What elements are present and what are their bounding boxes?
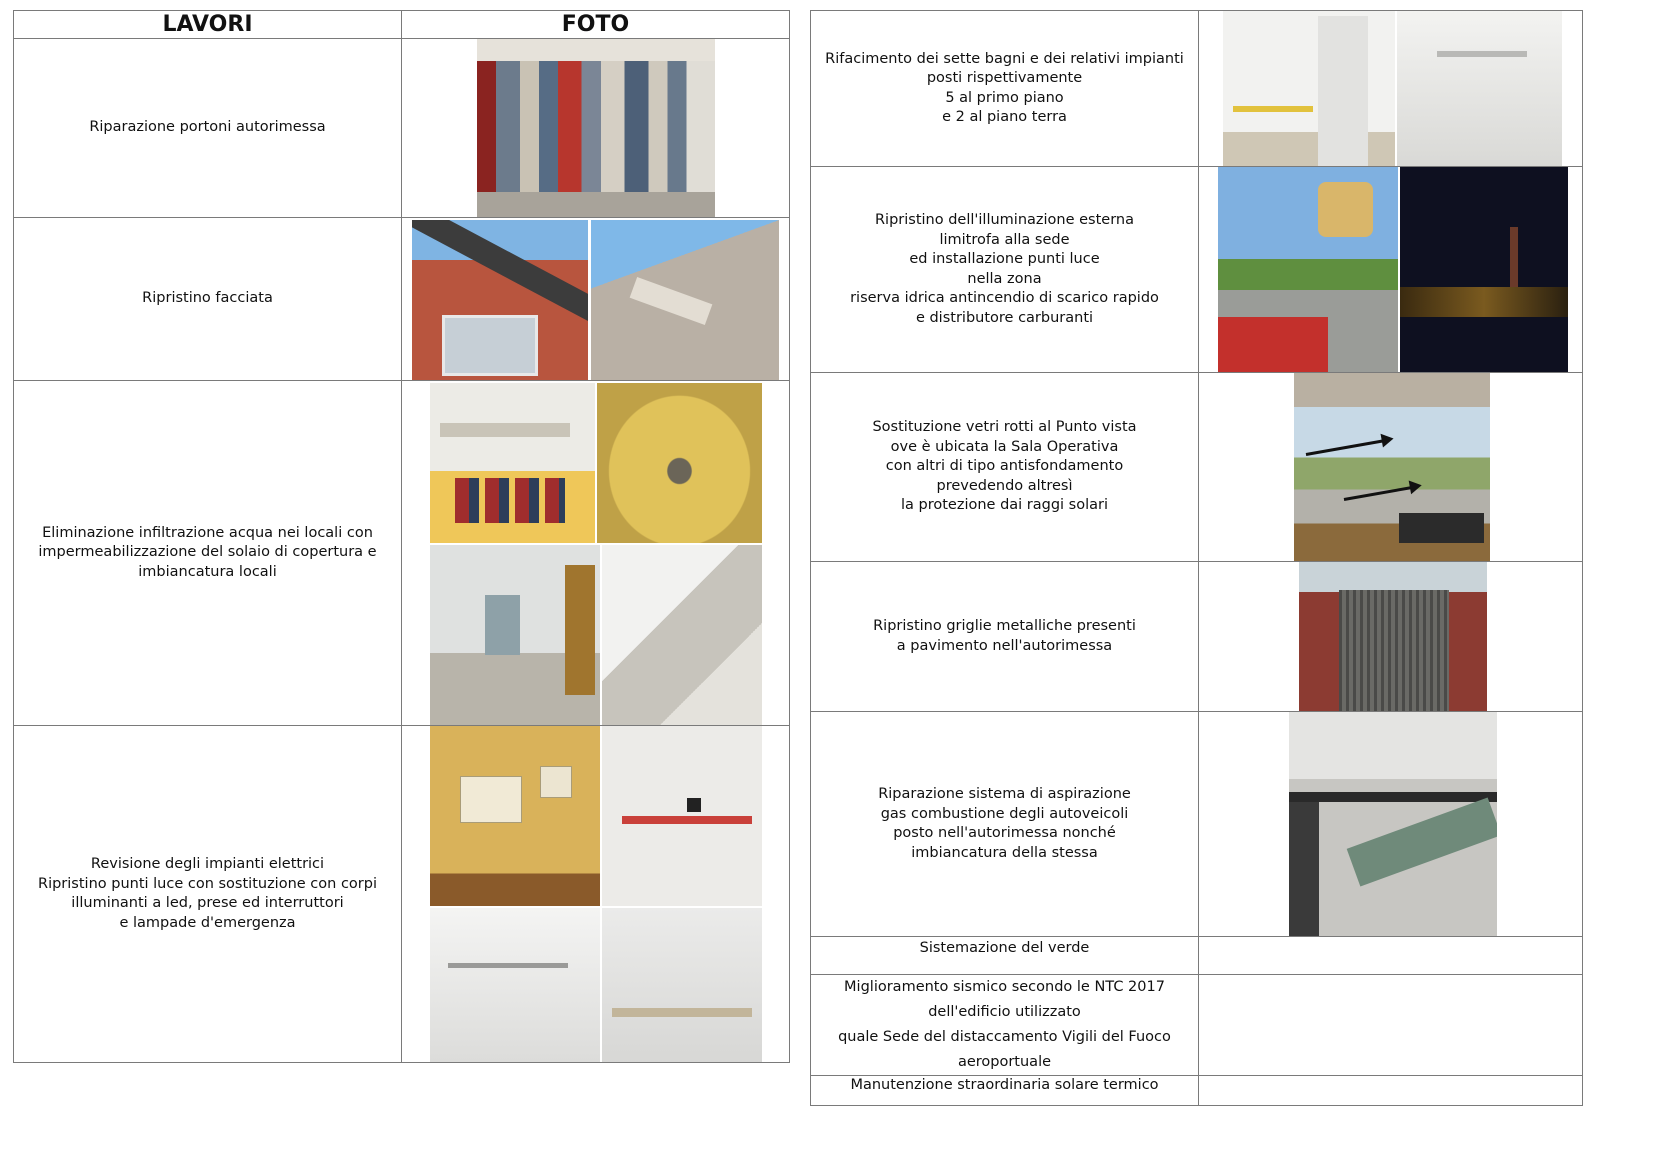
photo-cell	[1199, 712, 1583, 937]
photo-cell	[402, 39, 790, 218]
corridor-photo	[430, 545, 600, 725]
work-description: Riparazione sistema di aspirazione gas combustione degli autoveicoli posto nell'autorimessa nonché imbiancatura della stessa	[811, 712, 1199, 937]
photo-cell	[1199, 167, 1583, 373]
water-tank-photo	[1218, 167, 1398, 372]
work-description: Sostituzione vetri rotti al Punto vista ove è ubicata la Sala Operativa con altri di tipo antisfondamento prevedendo altresì la protezione dai raggi solari	[811, 373, 1199, 562]
garage-doors-photo	[477, 39, 715, 218]
work-description: Ripristino dell'illuminazione esterna limitrofa alla sede ed installazione punti luce nella zona riserva idrica antincendio di scarico rapido e distributore carburanti	[811, 167, 1199, 373]
bathroom-photo	[1223, 11, 1395, 166]
work-description: Eliminazione infiltrazione acqua nei locali con impermeabilizzazione del solaio di copertura e imbiancatura locali	[14, 381, 402, 726]
corridor-yellow-photo	[597, 383, 762, 543]
work-description: Ripristino facciata	[14, 218, 402, 381]
work-description: Manutenzione straordinaria solare termico	[811, 1076, 1199, 1106]
exhaust-system-photo	[1289, 712, 1497, 936]
photo-cell	[1199, 562, 1583, 712]
wall-light-photo	[602, 908, 762, 1063]
ceiling-light-photo	[430, 908, 600, 1063]
photo-cell	[1199, 1076, 1583, 1106]
floor-grate-photo	[1299, 562, 1487, 711]
photo-cell	[402, 381, 790, 726]
arrow-icon	[1344, 485, 1418, 501]
wall-socket-photo	[602, 726, 762, 906]
work-description: Revisione degli impianti elettrici Ripristino punti luce con sostituzione con corpi illuminanti a led, prese ed interruttori e lampade d'emergenza	[14, 726, 402, 1063]
photo-cell	[402, 218, 790, 381]
photo-cell	[1199, 373, 1583, 562]
photo-cell	[1199, 937, 1583, 975]
electrical-box-photo	[430, 726, 600, 906]
right-works-table	[810, 10, 1583, 1106]
photo-cell	[1199, 975, 1583, 1076]
works-header: LAVORI	[14, 11, 402, 39]
photo-cell	[1199, 11, 1583, 167]
arrow-icon	[1306, 438, 1390, 456]
work-description: Rifacimento dei sette bagni e dei relativi impianti posti rispettivamente 5 al primo piano e 2 al piano terra	[811, 11, 1199, 167]
bathroom-ceiling-photo	[1397, 11, 1562, 166]
ceiling-stain-photo	[430, 383, 595, 543]
work-description: Ripristino griglie metalliche presenti a pavimento nell'autorimessa	[811, 562, 1199, 712]
left-works-table	[13, 10, 790, 1063]
photo-cell	[402, 726, 790, 1063]
work-description: Sistemazione del verde	[811, 937, 1199, 975]
facade-photo	[412, 220, 588, 380]
photos-header: FOTO	[402, 11, 790, 39]
facade-damage-photo	[591, 220, 779, 380]
night-lighting-photo	[1400, 167, 1568, 372]
work-description: Riparazione portoni autorimessa	[14, 39, 402, 218]
work-description: Miglioramento sismico secondo le NTC 2017 dell'edificio utilizzato quale Sede del distaccamento Vigili del Fuoco aeroportuale	[811, 975, 1199, 1076]
window-view-photo	[1294, 373, 1490, 561]
wall-damp-photo	[602, 545, 762, 725]
